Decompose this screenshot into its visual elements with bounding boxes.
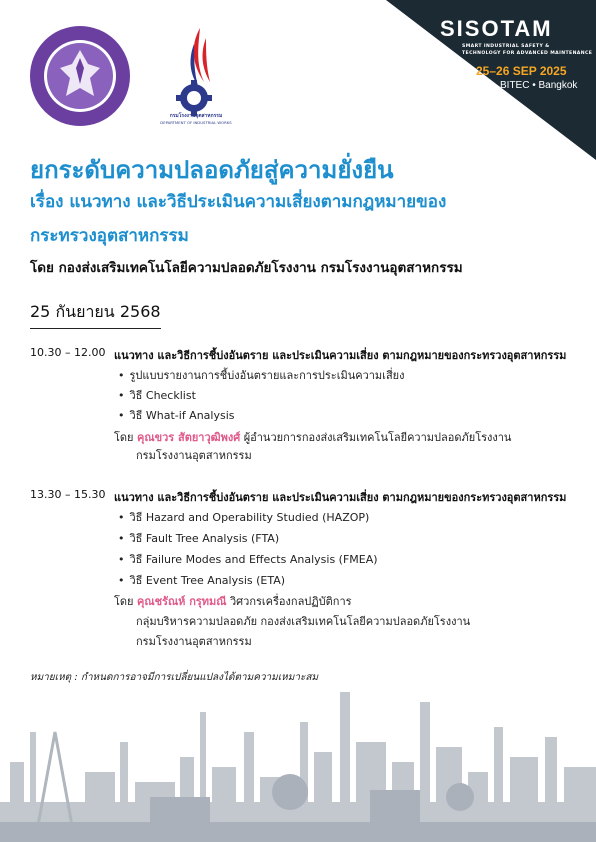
session-1-title: แนวทาง และวิธีการชี้บ่งอันตราย และประเมินความเสี่ยง ตามกฎหมายของกระทรวงอุตสาหกรรม: [114, 349, 567, 362]
ministry-of-industry-logo: [28, 24, 132, 128]
session-2-speaker-line: [114, 592, 352, 610]
by-label: โดย: [114, 431, 134, 444]
session-1-item: • วิธี What-if Analysis: [118, 406, 235, 424]
diw-caption-th: กรมโรงงานอุตสาหกรรม: [169, 113, 223, 119]
subtitle-line-1: เรื่อง แนวทาง และวิธีประเมินความเสี่ยงตามกฎหมายของ: [30, 192, 447, 212]
session-2-item: • วิธี Hazard and Operability Studied (HAZOP): [118, 508, 369, 526]
session-2-time: 13.30 – 15.30: [30, 488, 106, 501]
session-1-item: • วิธี Checklist: [118, 386, 196, 404]
sisotam-logo: SISOTAM: [440, 16, 553, 41]
speaker-role: วิศวกรเครื่องกลปฏิบัติการ: [230, 595, 352, 608]
speaker-role: ผู้อำนวยการกองส่งเสริมเทคโนโลยีความปลอดภัยโรงงาน: [243, 431, 512, 444]
sisotam-tagline-2: TECHNOLOGY FOR ADVANCED MAINTENANCE: [462, 51, 593, 56]
event-date: 25–26 SEP 2025: [476, 64, 567, 78]
speaker-name: คุณขวร สัตยาวุฒิพงศ์: [137, 431, 241, 444]
diw-caption-en: DEPARTMENT OF INDUSTRIAL WORKS: [160, 120, 232, 125]
industrial-skyline-illustration: [0, 672, 596, 842]
seminar-date: 25 กันยายน 2568: [30, 300, 161, 329]
speaker-name: คุณชรัณห์ กรุทมณี: [137, 595, 227, 608]
session-2-item: • วิธี Event Tree Analysis (ETA): [118, 571, 285, 589]
sisotam-tagline-1: SMART INDUSTRIAL SAFETY &: [462, 44, 550, 49]
session-1-time: 10.30 – 12.00: [30, 346, 106, 359]
organizer: โดย กองส่งเสริมเทคโนโลยีความปลอดภัยโรงงาน กรมโรงงานอุตสาหกรรม: [30, 260, 463, 276]
page-title: ยกระดับความปลอดภัยสู่ความยั่งยืน: [30, 156, 394, 184]
session-1-item: • รูปแบบรายงานการชี้บ่งอันตรายและการประเมินความเสี่ยง: [118, 366, 404, 384]
session-2-item: • วิธี Fault Tree Analysis (FTA): [118, 529, 279, 547]
subtitle-line-2: กระทรวงอุตสาหกรรม: [30, 226, 189, 246]
event-venue: BITEC • Bangkok: [500, 80, 578, 91]
speaker-role-continued: กรมโรงงานอุตสาหกรรม: [136, 635, 252, 648]
speaker-role-continued: กรมโรงงานอุตสาหกรรม: [136, 449, 252, 462]
speaker-role-continued: กลุ่มบริหารความปลอดภัย กองส่งเสริมเทคโนโลยีความปลอดภัยโรงงาน: [136, 615, 471, 628]
session-1-speaker-line: [114, 428, 511, 446]
by-label: โดย: [114, 595, 134, 608]
session-2-item: • วิธี Failure Modes and Effects Analysis (FMEA): [118, 550, 378, 568]
session-2-title: แนวทาง และวิธีการชี้บ่งอันตราย และประเมินความเสี่ยง ตามกฎหมายของกระทรวงอุตสาหกรรม: [114, 491, 567, 504]
schedule-note: หมายเหตุ : กำหนดการอาจมีการเปลี่ยนแปลงได้ตามความเหมาะสม: [30, 672, 319, 683]
